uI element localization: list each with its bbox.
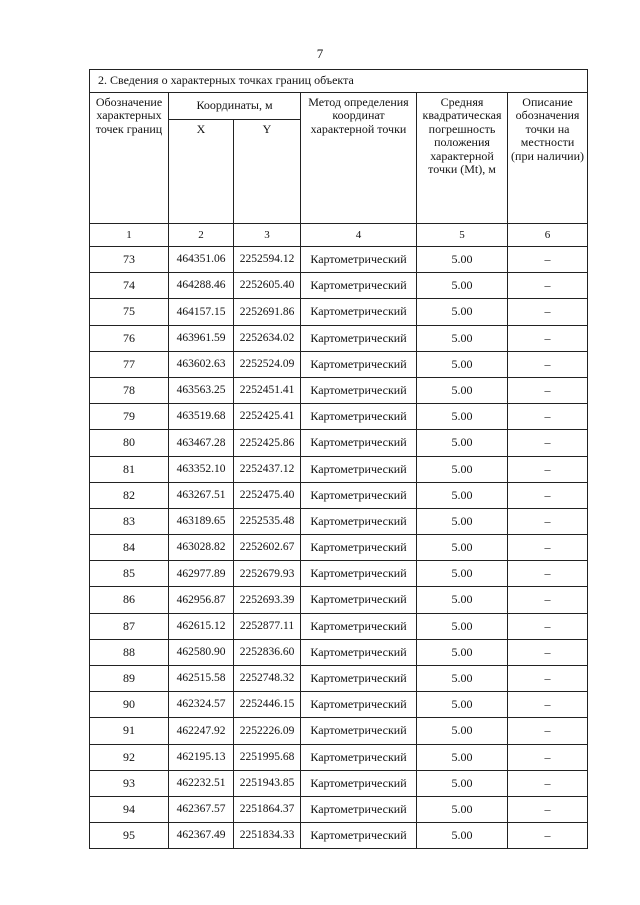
y-coordinate-cell: 2252594.12 bbox=[234, 247, 301, 273]
point-cell: 80 bbox=[90, 430, 169, 456]
point-cell: 90 bbox=[90, 692, 169, 718]
table-row bbox=[90, 430, 588, 456]
y-coordinate-cell: 2252535.48 bbox=[234, 508, 301, 534]
table-row bbox=[90, 377, 588, 403]
column-number: 5 bbox=[417, 224, 508, 247]
method-cell: Картометрический bbox=[301, 377, 417, 403]
error-cell: 5.00 bbox=[417, 770, 508, 796]
point-cell: 76 bbox=[90, 325, 169, 351]
description-cell: – bbox=[508, 718, 588, 744]
description-cell: – bbox=[508, 482, 588, 508]
method-cell: Картометрический bbox=[301, 299, 417, 325]
table-row bbox=[90, 587, 588, 613]
table-header bbox=[90, 70, 588, 247]
table-row bbox=[90, 325, 588, 351]
x-coordinate-cell: 463602.63 bbox=[169, 351, 234, 377]
table-body bbox=[90, 247, 588, 849]
method-cell: Картометрический bbox=[301, 770, 417, 796]
method-cell: Картометрический bbox=[301, 404, 417, 430]
x-coordinate-cell: 462580.90 bbox=[169, 639, 234, 665]
x-coordinate-cell: 464288.46 bbox=[169, 273, 234, 299]
method-cell: Картометрический bbox=[301, 273, 417, 299]
point-cell: 92 bbox=[90, 744, 169, 770]
x-coordinate-cell: 462324.57 bbox=[169, 692, 234, 718]
x-coordinate-cell: 464157.15 bbox=[169, 299, 234, 325]
x-coordinate-cell: 462367.49 bbox=[169, 823, 234, 849]
x-coordinate-cell: 463467.28 bbox=[169, 430, 234, 456]
method-cell: Картометрический bbox=[301, 613, 417, 639]
table-row bbox=[90, 823, 588, 849]
error-cell: 5.00 bbox=[417, 377, 508, 403]
table-row bbox=[90, 299, 588, 325]
error-cell: 5.00 bbox=[417, 325, 508, 351]
method-cell: Картометрический bbox=[301, 430, 417, 456]
column-number: 4 bbox=[301, 224, 417, 247]
header-coordinates: Координаты, м bbox=[169, 93, 301, 120]
description-cell: – bbox=[508, 299, 588, 325]
error-cell: 5.00 bbox=[417, 744, 508, 770]
point-cell: 78 bbox=[90, 377, 169, 403]
description-cell: – bbox=[508, 325, 588, 351]
y-coordinate-cell: 2252451.41 bbox=[234, 377, 301, 403]
column-number: 1 bbox=[90, 224, 169, 247]
table-row bbox=[90, 508, 588, 534]
description-cell: – bbox=[508, 247, 588, 273]
description-cell: – bbox=[508, 377, 588, 403]
table-row bbox=[90, 351, 588, 377]
y-coordinate-cell: 2252748.32 bbox=[234, 666, 301, 692]
error-cell: 5.00 bbox=[417, 535, 508, 561]
header-method: Метод определения координат характерной точки bbox=[301, 93, 417, 224]
point-cell: 73 bbox=[90, 247, 169, 273]
y-coordinate-cell: 2252425.41 bbox=[234, 404, 301, 430]
x-coordinate-cell: 462977.89 bbox=[169, 561, 234, 587]
description-cell: – bbox=[508, 796, 588, 822]
table-row bbox=[90, 744, 588, 770]
table-row bbox=[90, 796, 588, 822]
table-row bbox=[90, 273, 588, 299]
table-row bbox=[90, 247, 588, 273]
method-cell: Картометрический bbox=[301, 561, 417, 587]
x-coordinate-cell: 462232.51 bbox=[169, 770, 234, 796]
description-cell: – bbox=[508, 508, 588, 534]
y-coordinate-cell: 2252226.09 bbox=[234, 718, 301, 744]
error-cell: 5.00 bbox=[417, 718, 508, 744]
header-y: Y bbox=[234, 120, 301, 224]
x-coordinate-cell: 462247.92 bbox=[169, 718, 234, 744]
description-cell: – bbox=[508, 744, 588, 770]
header-error: Средняя квадратическая погрешность положения характерной точки (Mt), м bbox=[417, 93, 508, 224]
page-number: 7 bbox=[316, 46, 324, 61]
point-cell: 77 bbox=[90, 351, 169, 377]
description-cell: – bbox=[508, 692, 588, 718]
x-coordinate-cell: 462615.12 bbox=[169, 613, 234, 639]
point-cell: 88 bbox=[90, 639, 169, 665]
method-cell: Картометрический bbox=[301, 718, 417, 744]
y-coordinate-cell: 2251834.33 bbox=[234, 823, 301, 849]
x-coordinate-cell: 463352.10 bbox=[169, 456, 234, 482]
point-cell: 86 bbox=[90, 587, 169, 613]
y-coordinate-cell: 2252836.60 bbox=[234, 639, 301, 665]
x-coordinate-cell: 463961.59 bbox=[169, 325, 234, 351]
description-cell: – bbox=[508, 639, 588, 665]
error-cell: 5.00 bbox=[417, 430, 508, 456]
table-row bbox=[90, 404, 588, 430]
point-cell: 84 bbox=[90, 535, 169, 561]
error-cell: 5.00 bbox=[417, 247, 508, 273]
table-row bbox=[90, 666, 588, 692]
y-coordinate-cell: 2252605.40 bbox=[234, 273, 301, 299]
x-coordinate-cell: 462367.57 bbox=[169, 796, 234, 822]
error-cell: 5.00 bbox=[417, 508, 508, 534]
x-coordinate-cell: 462195.13 bbox=[169, 744, 234, 770]
column-number-row bbox=[90, 224, 588, 247]
x-coordinate-cell: 462956.87 bbox=[169, 587, 234, 613]
description-cell: – bbox=[508, 456, 588, 482]
description-cell: – bbox=[508, 535, 588, 561]
table-row bbox=[90, 561, 588, 587]
point-cell: 85 bbox=[90, 561, 169, 587]
error-cell: 5.00 bbox=[417, 273, 508, 299]
method-cell: Картометрический bbox=[301, 666, 417, 692]
error-cell: 5.00 bbox=[417, 692, 508, 718]
table-row bbox=[90, 639, 588, 665]
x-coordinate-cell: 463519.68 bbox=[169, 404, 234, 430]
description-cell: – bbox=[508, 666, 588, 692]
table-row bbox=[90, 535, 588, 561]
error-cell: 5.00 bbox=[417, 404, 508, 430]
method-cell: Картометрический bbox=[301, 535, 417, 561]
point-cell: 94 bbox=[90, 796, 169, 822]
x-coordinate-cell: 463267.51 bbox=[169, 482, 234, 508]
description-cell: – bbox=[508, 587, 588, 613]
y-coordinate-cell: 2252877.11 bbox=[234, 613, 301, 639]
point-cell: 81 bbox=[90, 456, 169, 482]
method-cell: Картометрический bbox=[301, 587, 417, 613]
table-row bbox=[90, 482, 588, 508]
method-cell: Картометрический bbox=[301, 823, 417, 849]
method-cell: Картометрический bbox=[301, 482, 417, 508]
method-cell: Картометрический bbox=[301, 744, 417, 770]
y-coordinate-cell: 2252691.86 bbox=[234, 299, 301, 325]
description-cell: – bbox=[508, 823, 588, 849]
table-row bbox=[90, 456, 588, 482]
header-x: X bbox=[169, 120, 234, 224]
y-coordinate-cell: 2252425.86 bbox=[234, 430, 301, 456]
error-cell: 5.00 bbox=[417, 587, 508, 613]
error-cell: 5.00 bbox=[417, 823, 508, 849]
column-number: 6 bbox=[508, 224, 588, 247]
column-number: 2 bbox=[169, 224, 234, 247]
y-coordinate-cell: 2251995.68 bbox=[234, 744, 301, 770]
x-coordinate-cell: 464351.06 bbox=[169, 247, 234, 273]
y-coordinate-cell: 2252446.15 bbox=[234, 692, 301, 718]
error-cell: 5.00 bbox=[417, 796, 508, 822]
x-coordinate-cell: 462515.58 bbox=[169, 666, 234, 692]
header-description: Описание обозначения точки на местности (при наличии) bbox=[508, 93, 588, 224]
section-title: 2. Сведения о характерных точках границ объекта bbox=[90, 70, 588, 93]
point-cell: 89 bbox=[90, 666, 169, 692]
point-cell: 95 bbox=[90, 823, 169, 849]
method-cell: Картометрический bbox=[301, 692, 417, 718]
y-coordinate-cell: 2252602.67 bbox=[234, 535, 301, 561]
description-cell: – bbox=[508, 561, 588, 587]
method-cell: Картометрический bbox=[301, 456, 417, 482]
x-coordinate-cell: 463563.25 bbox=[169, 377, 234, 403]
error-cell: 5.00 bbox=[417, 299, 508, 325]
method-cell: Картометрический bbox=[301, 796, 417, 822]
y-coordinate-cell: 2252524.09 bbox=[234, 351, 301, 377]
description-cell: – bbox=[508, 273, 588, 299]
point-cell: 87 bbox=[90, 613, 169, 639]
y-coordinate-cell: 2251943.85 bbox=[234, 770, 301, 796]
y-coordinate-cell: 2252634.02 bbox=[234, 325, 301, 351]
point-cell: 83 bbox=[90, 508, 169, 534]
table-row bbox=[90, 718, 588, 744]
method-cell: Картометрический bbox=[301, 639, 417, 665]
description-cell: – bbox=[508, 351, 588, 377]
description-cell: – bbox=[508, 770, 588, 796]
y-coordinate-cell: 2252437.12 bbox=[234, 456, 301, 482]
column-number: 3 bbox=[234, 224, 301, 247]
method-cell: Картометрический bbox=[301, 508, 417, 534]
x-coordinate-cell: 463189.65 bbox=[169, 508, 234, 534]
boundary-points-table bbox=[89, 69, 588, 849]
y-coordinate-cell: 2252693.39 bbox=[234, 587, 301, 613]
y-coordinate-cell: 2251864.37 bbox=[234, 796, 301, 822]
header-point-designation: Обозначение характерных точек границ bbox=[90, 93, 169, 224]
description-cell: – bbox=[508, 430, 588, 456]
point-cell: 91 bbox=[90, 718, 169, 744]
y-coordinate-cell: 2252679.93 bbox=[234, 561, 301, 587]
description-cell: – bbox=[508, 404, 588, 430]
point-cell: 79 bbox=[90, 404, 169, 430]
table-row bbox=[90, 770, 588, 796]
error-cell: 5.00 bbox=[417, 561, 508, 587]
error-cell: 5.00 bbox=[417, 639, 508, 665]
error-cell: 5.00 bbox=[417, 456, 508, 482]
point-cell: 74 bbox=[90, 273, 169, 299]
y-coordinate-cell: 2252475.40 bbox=[234, 482, 301, 508]
method-cell: Картометрический bbox=[301, 247, 417, 273]
point-cell: 93 bbox=[90, 770, 169, 796]
point-cell: 75 bbox=[90, 299, 169, 325]
error-cell: 5.00 bbox=[417, 613, 508, 639]
description-cell: – bbox=[508, 613, 588, 639]
method-cell: Картометрический bbox=[301, 351, 417, 377]
table-row bbox=[90, 613, 588, 639]
table-row bbox=[90, 692, 588, 718]
method-cell: Картометрический bbox=[301, 325, 417, 351]
x-coordinate-cell: 463028.82 bbox=[169, 535, 234, 561]
error-cell: 5.00 bbox=[417, 482, 508, 508]
point-cell: 82 bbox=[90, 482, 169, 508]
error-cell: 5.00 bbox=[417, 666, 508, 692]
error-cell: 5.00 bbox=[417, 351, 508, 377]
